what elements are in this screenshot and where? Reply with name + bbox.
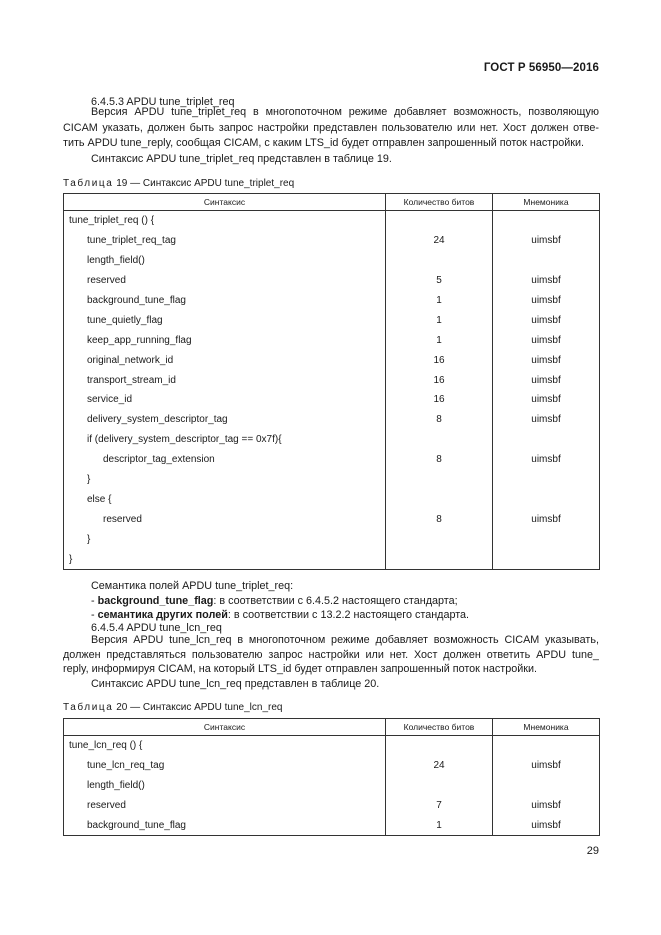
bits-cell [386,470,493,490]
paragraph-line: тить APDU tune_reply, сообщая CICAM, с каким LTS_id будет отправлен запрошенный поток настройки. [63,137,585,149]
mnemonic-cell: uimsbf [493,231,600,251]
table-row [64,370,600,390]
bits-cell: 1 [386,816,493,836]
table-row [64,776,600,796]
table-20 [63,718,600,836]
syntax-cell: else { [64,489,386,509]
table-row [64,291,600,311]
syntax-cell: reserved [64,271,386,291]
bits-cell [386,251,493,271]
bits-cell: 24 [386,231,493,251]
bits-cell: 5 [386,271,493,291]
bits-cell [386,430,493,450]
bits-cell: 8 [386,509,493,529]
table-row [64,470,600,490]
mnemonic-cell: uimsbf [493,291,600,311]
bits-cell [386,549,493,569]
table-row [64,231,600,251]
table-row [64,350,600,370]
mnemonic-cell: uimsbf [493,330,600,350]
field-description: : в соответствии с 6.4.5.2 настоящего стандарта; [213,595,458,607]
syntax-cell: background_tune_flag [64,291,386,311]
mnemonic-cell [493,430,600,450]
syntax-cell: keep_app_running_flag [64,330,386,350]
syntax-cell: tune_triplet_req () { [64,211,386,231]
table-row [64,251,600,271]
bits-cell: 1 [386,291,493,311]
table-reference: Синтаксис APDU tune_lcn_req представлен в таблице 20. [91,678,380,690]
mnemonic-cell [493,529,600,549]
bits-cell: 7 [386,796,493,816]
table-19-caption [63,178,294,189]
syntax-cell: } [64,470,386,490]
bits-cell: 16 [386,370,493,390]
column-header-mnemonic: Мнемоника [493,719,600,736]
mnemonic-cell [493,211,600,231]
section-heading: 6.4.5.4 APDU tune_lcn_req [91,622,222,634]
table-row [64,756,600,776]
table-row [64,410,600,430]
document-header: ГОСТ Р 56950—2016 [483,62,599,74]
semantics-item: - background_tune_flag: в соответствии с 6.4.5.2 настоящего стандарта; [91,595,458,607]
table-row [64,390,600,410]
field-name: background_tune_flag [97,595,214,607]
table-19 [63,193,600,570]
table-row [64,310,600,330]
table-row [64,271,600,291]
table-reference: Синтаксис APDU tune_triplet_req представлен в таблице 19. [91,153,392,165]
column-header-syntax: Синтаксис [64,194,386,211]
bits-cell: 1 [386,310,493,330]
syntax-cell: length_field() [64,251,386,271]
bits-cell [386,489,493,509]
mnemonic-cell: uimsbf [493,370,600,390]
paragraph-line: CICAM указать, должен быть запрос настройки представлен пользователю или нет. Хост должен отве- [63,122,599,134]
bits-cell: 8 [386,450,493,470]
page-number: 29 [586,845,599,857]
caption-text: 20 — Синтаксис APDU tune_lcn_req [116,702,283,713]
table-row [64,509,600,529]
syntax-cell: delivery_system_descriptor_tag [64,410,386,430]
syntax-cell: if (delivery_system_descriptor_tag == 0x7f){ [64,430,386,450]
syntax-cell: } [64,549,386,569]
bits-cell [386,211,493,231]
syntax-cell: service_id [64,390,386,410]
table-row [64,816,600,836]
mnemonic-cell: uimsbf [493,796,600,816]
syntax-cell: background_tune_flag [64,816,386,836]
bits-cell: 16 [386,390,493,410]
mnemonic-cell: uimsbf [493,410,600,430]
table-row [64,796,600,816]
mnemonic-cell [493,549,600,569]
mnemonic-cell: uimsbf [493,756,600,776]
field-name: семантика других полей [97,609,228,621]
semantics-intro: Семантика полей APDU tune_triplet_req: [91,580,294,592]
bits-cell [386,529,493,549]
mnemonic-cell: uimsbf [493,509,600,529]
table-row [64,529,600,549]
syntax-cell: reserved [64,509,386,529]
syntax-cell: } [64,529,386,549]
column-header-syntax: Синтаксис [64,719,386,736]
mnemonic-cell: uimsbf [493,450,600,470]
mnemonic-cell [493,736,600,756]
table-row [64,430,600,450]
table-row [64,450,600,470]
paragraph-line: Версия APDU tune_triplet_req в многопоточном режиме добавляет возможность, позволяющую [91,106,599,118]
section-heading: 6.4.5.3 APDU tune_triplet_req [91,96,235,108]
caption-prefix: Таблица [63,178,114,189]
semantics-item: - семантика других полей: в соответствии с 13.2.2 настоящего стандарта. [91,609,470,621]
paragraph-line: reply, информируя CICAM, на который LTS_id будет отправлен запрошенный поток настройки. [63,663,538,675]
mnemonic-cell: uimsbf [493,390,600,410]
mnemonic-cell: uimsbf [493,816,600,836]
bits-cell [386,776,493,796]
bits-cell: 24 [386,756,493,776]
table-row [64,211,600,231]
field-description: : в соответствии с 13.2.2 настоящего стандарта. [227,609,470,621]
caption-prefix: Таблица [63,702,114,713]
syntax-cell: original_network_id [64,350,386,370]
syntax-cell: transport_stream_id [64,370,386,390]
column-header-bits: Количество битов [386,194,493,211]
mnemonic-cell [493,776,600,796]
table-row [64,489,600,509]
column-header-bits: Количество битов [386,719,493,736]
syntax-cell: tune_lcn_req_tag [64,756,386,776]
syntax-cell: reserved [64,796,386,816]
syntax-cell: tune_quietly_flag [64,310,386,330]
mnemonic-cell: uimsbf [493,350,600,370]
table-row [64,736,600,756]
mnemonic-cell [493,489,600,509]
bits-cell: 8 [386,410,493,430]
table-row [64,549,600,569]
paragraph-line: Версия APDU tune_lcn_req в многопоточном режиме добавляет возможность CICAM указывать, [91,634,599,646]
bits-cell: 1 [386,330,493,350]
mnemonic-cell [493,251,600,271]
mnemonic-cell: uimsbf [493,271,600,291]
syntax-cell: tune_triplet_req_tag [64,231,386,251]
table-row [64,330,600,350]
mnemonic-cell [493,470,600,490]
syntax-cell: descriptor_tag_extension [64,450,386,470]
caption-text: 19 — Синтаксис APDU tune_triplet_req [116,178,295,189]
paragraph-line: должен представляться пользователю запрос настройки или нет. Хост должен ответить APDU tune_ [63,649,599,661]
mnemonic-cell: uimsbf [493,310,600,330]
bits-cell [386,736,493,756]
table-20-caption [63,702,282,713]
syntax-cell: tune_lcn_req () { [64,736,386,756]
bits-cell: 16 [386,350,493,370]
syntax-cell: length_field() [64,776,386,796]
column-header-mnemonic: Мнемоника [493,194,600,211]
